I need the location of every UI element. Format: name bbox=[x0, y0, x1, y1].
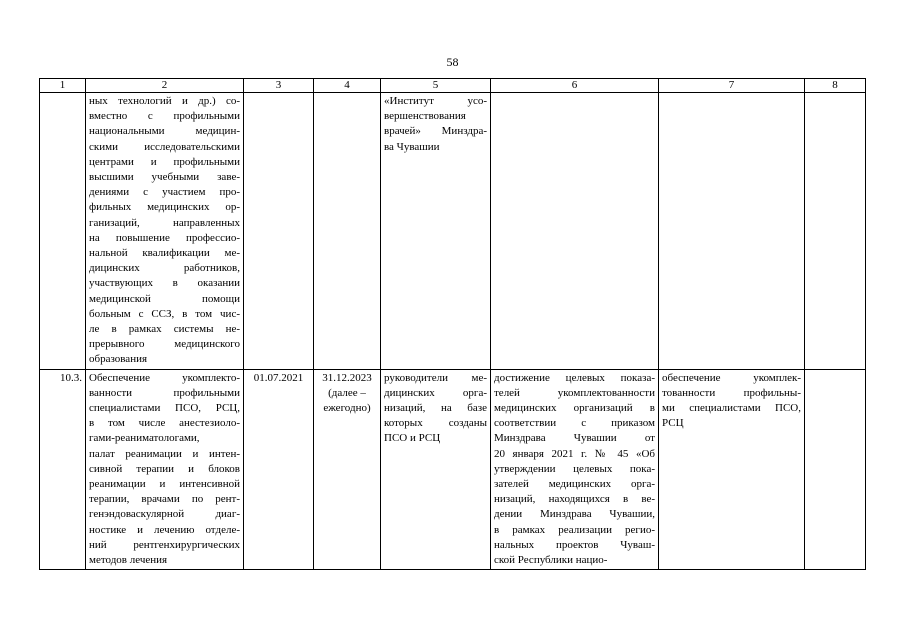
text-line: низаций, на базе bbox=[384, 402, 487, 415]
text-line: больным с ССЗ, в том чис- bbox=[89, 307, 240, 320]
expected-result-cell bbox=[491, 93, 659, 370]
text-line: ний рентгенхирургических bbox=[89, 538, 240, 551]
document-table bbox=[39, 78, 866, 570]
text-line: терапии, врачами по рент- bbox=[89, 493, 240, 506]
text-line: вместно с профильными bbox=[89, 110, 240, 123]
text-line: палат реанимации и интен- bbox=[89, 447, 240, 460]
text-line: реанимации и интенсивной bbox=[89, 478, 240, 491]
text-line: образования bbox=[89, 353, 148, 366]
column-number: 8 bbox=[805, 79, 866, 93]
indicator-cell bbox=[659, 369, 805, 570]
text-line: фильных медицинских ор- bbox=[89, 201, 240, 214]
text-line: нальных проектов Чуваш- bbox=[494, 538, 655, 551]
text-line: достижение целевых показа- bbox=[494, 371, 655, 384]
text-line: ской Республики нацио- bbox=[494, 554, 608, 567]
text-line: ва Чувашии bbox=[384, 140, 440, 153]
start-date-cell bbox=[244, 93, 314, 370]
text-line: Обеспечение укомплекто- bbox=[89, 371, 240, 384]
measure-description-cell bbox=[86, 93, 244, 370]
indicator-cell bbox=[659, 93, 805, 370]
text-line: Минздрава Чувашии от bbox=[494, 432, 655, 445]
item-number-cell bbox=[40, 93, 86, 370]
note-cell bbox=[805, 93, 866, 370]
text-line: тованности профильны- bbox=[662, 386, 801, 399]
column-number: 4 bbox=[314, 79, 381, 93]
text-line: (далее – bbox=[328, 386, 366, 399]
column-number: 6 bbox=[491, 79, 659, 93]
text-line: телей укомплектованности bbox=[494, 386, 655, 399]
text-line: соответствии с приказом bbox=[494, 417, 655, 430]
text-line: руководители ме- bbox=[384, 371, 487, 384]
item-number-cell: 10.3. bbox=[40, 369, 86, 570]
text-line: обеспечение укомплек- bbox=[662, 371, 801, 384]
table-row bbox=[40, 369, 866, 570]
text-line: сивной терапии и блоков bbox=[89, 462, 240, 475]
end-date-cell bbox=[314, 369, 381, 570]
text-line: национальными медицин- bbox=[89, 125, 240, 138]
table-row bbox=[40, 93, 866, 370]
text-line: зателей медицинских орга- bbox=[494, 478, 655, 491]
text-line: дицинских работников, bbox=[89, 262, 240, 275]
text-line: ганизаций, направленных bbox=[89, 216, 240, 229]
responsible-cell bbox=[381, 93, 491, 370]
text-line: в том числе анестезиоло- bbox=[89, 417, 240, 430]
expected-result-cell bbox=[491, 369, 659, 570]
text-line: нальной квалификации ме- bbox=[89, 247, 240, 260]
text-line: низаций, находящихся в ве- bbox=[494, 493, 655, 506]
table-header-row bbox=[40, 79, 866, 93]
note-cell bbox=[805, 369, 866, 570]
text-line: ле в рамках системы не- bbox=[89, 323, 240, 336]
column-number: 7 bbox=[659, 79, 805, 93]
text-line: генэндоваскулярной диаг- bbox=[89, 508, 240, 521]
column-number: 1 bbox=[40, 79, 86, 93]
text-line: методов лечения bbox=[89, 554, 168, 567]
text-line: высшими учебными заве- bbox=[89, 171, 240, 184]
text-line: ПСО и РСЦ bbox=[384, 432, 441, 445]
text-line: в рамках реализации регио- bbox=[494, 523, 655, 536]
text-line: вершенствования bbox=[384, 110, 466, 123]
text-line: ванности профильными bbox=[89, 386, 240, 399]
measure-description-cell bbox=[86, 369, 244, 570]
text-line: на повышение профессио- bbox=[89, 231, 240, 244]
text-line: 20 января 2021 г. № 45 «Об bbox=[494, 447, 655, 460]
responsible-cell bbox=[381, 369, 491, 570]
text-line: утверждении целевых пока- bbox=[494, 462, 655, 475]
text-line: центрами и профильными bbox=[89, 155, 240, 168]
page-number: 58 bbox=[446, 55, 459, 69]
text-line: РСЦ bbox=[662, 417, 684, 430]
column-number: 3 bbox=[244, 79, 314, 93]
column-number: 2 bbox=[86, 79, 244, 93]
text-line: дениями с участием про- bbox=[89, 186, 240, 199]
text-line: «Институт усо- bbox=[384, 95, 487, 107]
text-line: врачей» Минздра- bbox=[384, 125, 487, 138]
text-line: ностике и лечению отделе- bbox=[89, 523, 240, 536]
text-line: дицинских орга- bbox=[384, 386, 487, 399]
text-line: ми специалистами ПСО, bbox=[662, 402, 801, 415]
text-line: скими исследовательскими bbox=[89, 140, 240, 153]
text-line: прерывного медицинского bbox=[89, 338, 240, 351]
end-date-cell bbox=[314, 93, 381, 370]
text-line: которых созданы bbox=[384, 417, 487, 430]
start-date-cell: 01.07.2021 bbox=[244, 369, 314, 570]
text-line: ежегодно) bbox=[323, 402, 371, 415]
text-line: участвующих в оказании bbox=[89, 277, 240, 290]
text-line: ных технологий и др.) со- bbox=[89, 95, 240, 107]
text-line: специалистами ПСО, РСЦ, bbox=[89, 402, 240, 415]
text-line: медицинской помощи bbox=[89, 292, 240, 305]
text-line: дении Минздрава Чувашии, bbox=[494, 508, 655, 521]
text-line: гами-реаниматологами, bbox=[89, 432, 200, 445]
text-line: медицинских организаций в bbox=[494, 402, 655, 415]
column-number: 5 bbox=[381, 79, 491, 93]
text-line: 31.12.2023 bbox=[322, 371, 372, 384]
